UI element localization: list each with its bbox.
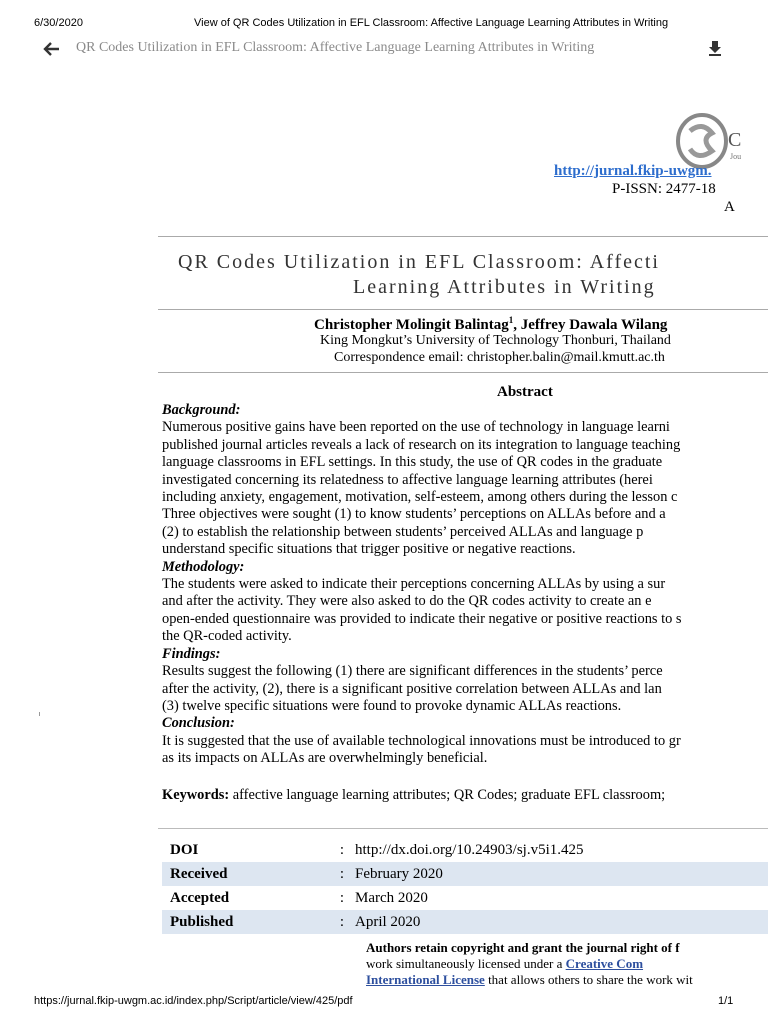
pdf-viewer[interactable] bbox=[40, 66, 768, 994]
print-footer-url: https://jurnal.fkip-uwgm.ac.id/index.php/Script/article/view/425/pdf bbox=[34, 995, 353, 1007]
article-title-line1: QR Codes Utilization in EFL Classroom: Affecti bbox=[178, 251, 660, 273]
article-metadata-table bbox=[162, 838, 768, 934]
rights-line: Authors retain copyright and grant the journal right of f bbox=[366, 940, 680, 955]
divider bbox=[158, 236, 768, 237]
print-footer-page: 1/1 bbox=[718, 995, 734, 1007]
methodology-line: The students were asked to indicate their perceptions concerning ALLAs by using a sur bbox=[162, 576, 666, 593]
background-heading: Background: bbox=[162, 402, 241, 418]
keywords bbox=[162, 787, 665, 804]
abstract-body bbox=[162, 402, 768, 768]
back-button[interactable] bbox=[42, 40, 64, 58]
authors bbox=[314, 315, 667, 334]
license-link[interactable]: International License bbox=[366, 972, 485, 987]
journal-logo-icon bbox=[672, 111, 732, 171]
meta-label: Published bbox=[162, 910, 333, 934]
download-button[interactable] bbox=[707, 40, 727, 58]
rights-line bbox=[366, 972, 768, 988]
divider bbox=[158, 828, 768, 829]
keywords-text: affective language learning attributes; QR Codes; graduate EFL classroom; bbox=[229, 787, 666, 803]
background-line: Three objectives were sought (1) to know students’ perceptions on ALLAs before and a bbox=[162, 506, 666, 523]
meta-separator: : bbox=[339, 889, 345, 906]
issn: P-ISSN: 2477-18 bbox=[612, 181, 716, 197]
methodology-line: the QR-coded activity. bbox=[162, 628, 292, 645]
author-primary: Christopher Molingit Balintag bbox=[314, 317, 509, 333]
rights-line bbox=[366, 956, 768, 972]
background-line: (2) to establish the relationship between students’ perceived ALLAs and language p bbox=[162, 523, 644, 540]
author-secondary: , Jeffrey Dawala Wilang bbox=[513, 317, 668, 333]
meta-separator: : bbox=[339, 841, 345, 858]
background-line: Numerous positive gains have been reported on the use of technology in language learni bbox=[162, 419, 670, 436]
pdf-page bbox=[40, 66, 768, 994]
abstract-heading: Abstract bbox=[497, 384, 553, 400]
background-line: investigated concerning its relatedness to affective language learning attributes (herei bbox=[162, 471, 653, 488]
rights-text: work simultaneously licensed under a bbox=[366, 956, 566, 971]
methodology-line: and after the activity. They were also asked to do the QR codes activity to create an e bbox=[162, 593, 652, 610]
findings-line: (3) twelve specific situations were found to provoke dynamic ALLAs reactions. bbox=[162, 697, 622, 714]
background-line: language classrooms in EFL settings. In this study, the use of QR codes in the graduate bbox=[162, 454, 663, 471]
findings-heading: Findings: bbox=[162, 645, 221, 662]
arrow-left-icon bbox=[42, 40, 62, 58]
author-superscript: 1 bbox=[508, 315, 514, 325]
meta-value: March 2020 bbox=[355, 889, 428, 906]
doi-link[interactable]: http://dx.doi.org/10.24903/sj.v5i1.425 bbox=[355, 841, 584, 858]
print-date: 6/30/2020 bbox=[34, 17, 83, 29]
table-row bbox=[162, 838, 768, 862]
conclusion-line: It is suggested that the use of available technological innovations must be introduced to gr bbox=[162, 732, 681, 749]
findings-line: Results suggest the following (1) there are significant differences in the students’ perce bbox=[162, 663, 663, 680]
issn-continued: A bbox=[724, 199, 735, 215]
conclusion-heading: Conclusion: bbox=[162, 715, 235, 732]
correspondence-email: Correspondence email: christopher.balin@mail.kmutt.ac.th bbox=[334, 350, 665, 365]
background-line: including anxiety, engagement, motivation, self-esteem, among others during the lesson c bbox=[162, 489, 678, 506]
meta-separator: : bbox=[333, 910, 347, 934]
table-row bbox=[162, 886, 768, 910]
divider bbox=[158, 372, 768, 373]
journal-url-link[interactable]: http://jurnal.fkip-uwgm. bbox=[554, 163, 712, 179]
rights-text: that allows others to share the work wit bbox=[484, 972, 693, 987]
meta-label: Accepted bbox=[170, 889, 230, 906]
download-icon bbox=[707, 40, 723, 56]
creative-commons-link[interactable]: Creative Com bbox=[565, 956, 644, 971]
meta-value: February 2020 bbox=[347, 862, 768, 886]
meta-separator: : bbox=[333, 862, 347, 886]
table-row bbox=[162, 910, 768, 934]
affiliation: King Mongkut’s University of Technology Thonburi, Thailand bbox=[320, 333, 671, 348]
background-line: published journal articles reveals a lack of research on its integration to language teaching bbox=[162, 436, 681, 453]
logo-text: C bbox=[728, 129, 742, 151]
meta-label: DOI bbox=[170, 841, 199, 858]
document-title: QR Codes Utilization in EFL Classroom: Affective Language Learning Attributes in Writing bbox=[76, 40, 595, 55]
conclusion-line: as its impacts on ALLAs are overwhelmingly beneficial. bbox=[162, 750, 488, 767]
article-title-line2: Learning Attributes in Writing bbox=[353, 276, 656, 298]
logo-subtext: Jou bbox=[730, 152, 742, 161]
copyright-notice bbox=[366, 940, 768, 988]
print-title: View of QR Codes Utilization in EFL Classroom: Affective Language Learning Attributes in Writing bbox=[194, 17, 669, 29]
article-title bbox=[178, 250, 768, 300]
print-header bbox=[0, 0, 768, 36]
keywords-label: Keywords: bbox=[162, 787, 230, 803]
meta-value: April 2020 bbox=[347, 910, 768, 934]
divider bbox=[158, 309, 768, 310]
meta-label: Received bbox=[162, 862, 333, 886]
table-row bbox=[162, 862, 768, 886]
background-line: understand specific situations that trigger positive or negative reactions. bbox=[162, 541, 576, 558]
methodology-line: open-ended questionnaire was provided to indicate their negative or positive reactions to s bbox=[162, 610, 682, 627]
findings-line: after the activity, (2), there is a significant positive correlation between ALLAs and lan bbox=[162, 680, 662, 697]
methodology-heading: Methodology: bbox=[162, 558, 245, 575]
